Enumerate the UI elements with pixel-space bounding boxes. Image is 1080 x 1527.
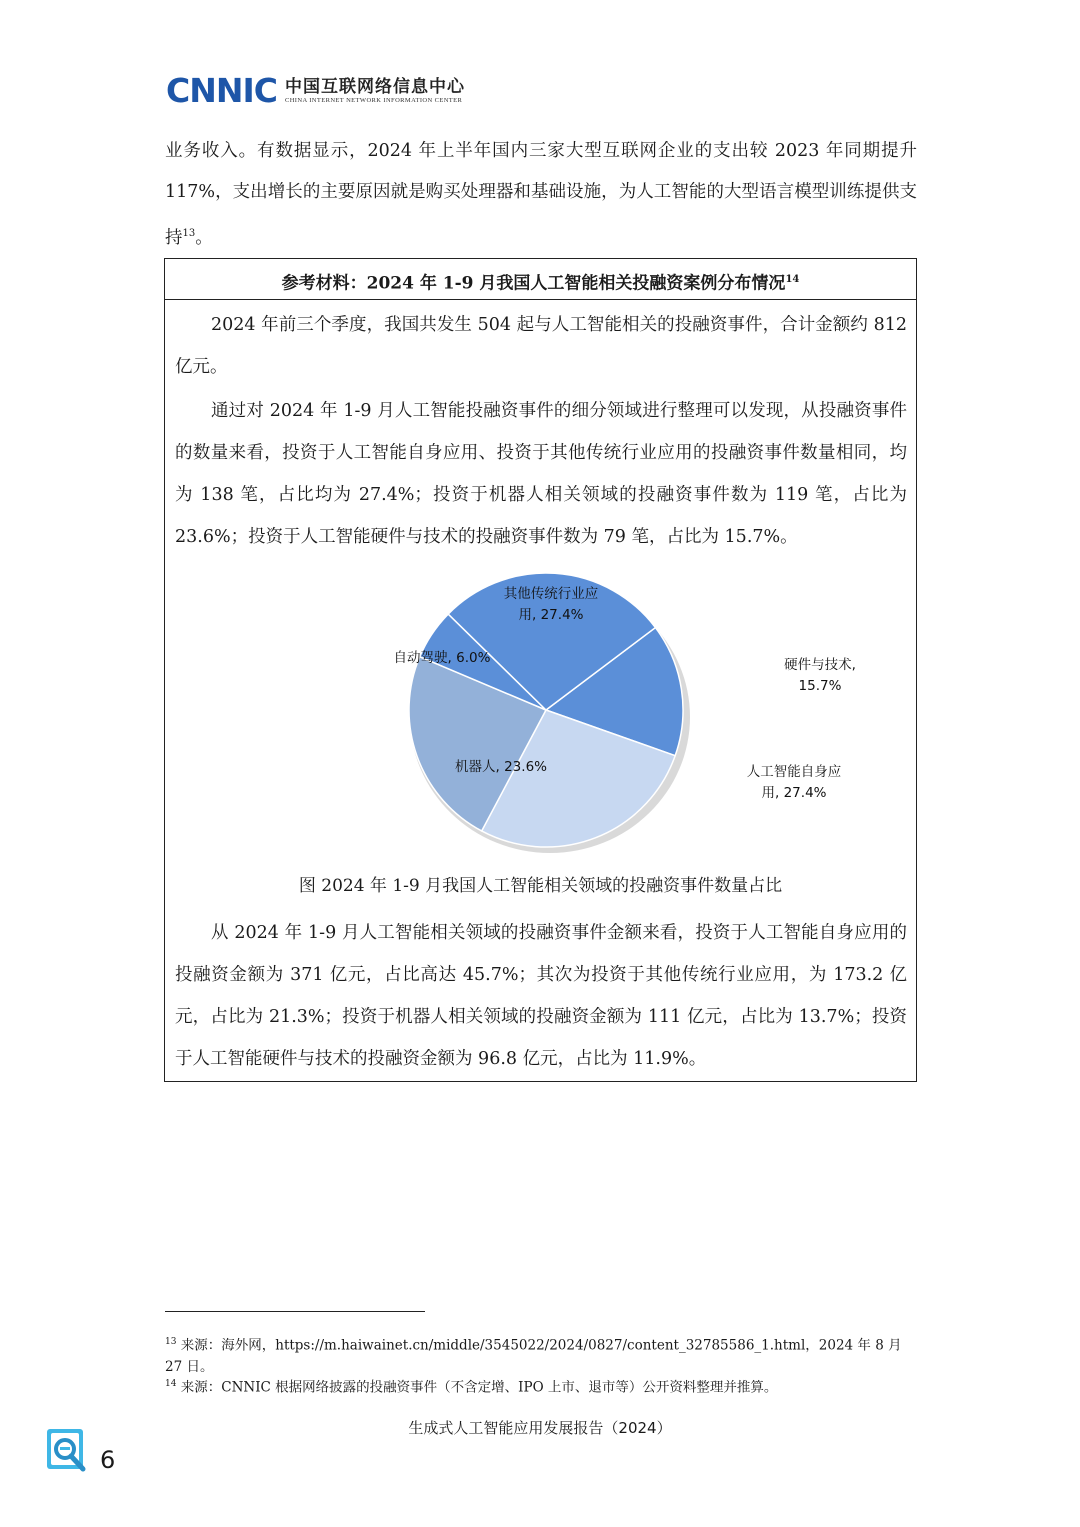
- pie-label-3-line-0: 自动驾驶, 6.0%: [393, 650, 491, 666]
- cnnic-logo: CNNIC: [166, 71, 277, 110]
- pie-chart: [165, 559, 916, 859]
- page-number: 6: [100, 1446, 116, 1474]
- footnote-ref-13: 13: [182, 228, 196, 239]
- reference-material-box: [164, 258, 917, 1082]
- box-paragraph-2: 通过对 2024 年 1-9 月人工智能投融资事件的细分领域进行整理可以发现，从投融资事件的数量来看，投资于人工智能自身应用、投资于其他传统行业应用的投融资事件数量相同，均为 138 笔，占比均为 27.4%；投资于机器人相关领域的投融资事件数为 119 笔，占比为 23.6%；投资于人工智能硬件与技术的投融资事件数为 79 笔，占比为 15.7%。: [175, 401, 907, 547]
- pie-label-2-line-0: 机器人, 23.6%: [455, 759, 547, 775]
- pie-label-0-line-1: 15.7%: [798, 678, 842, 694]
- figure-caption: 图 2024 年 1-9 月我国人工智能相关领域的投融资事件数量占比: [298, 876, 783, 896]
- pie-label-0-line-0: 硬件与技术,: [784, 657, 856, 673]
- pie-label-0: [784, 656, 856, 694]
- footnote-ref-14: 14: [785, 274, 800, 285]
- box-title-text: 参考材料：2024 年 1-9 月我国人工智能相关投融资案例分布情况: [281, 273, 786, 294]
- footnote-13: [165, 1332, 917, 1378]
- cnnic-header: [166, 71, 465, 110]
- logo-en-name: CHINA INTERNET NETWORK INFORMATION CENTER: [284, 96, 463, 104]
- pie-label-1-line-1: 用, 27.4%: [761, 785, 827, 801]
- magnifier-report-icon: [46, 1428, 90, 1474]
- footnote-14-number: 14: [165, 1379, 177, 1389]
- footnote-14-text: 来源：CNNIC 根据网络披露的投融资事件（不含定增、IPO 上市、退市等）公开资料整理并推算。: [180, 1379, 778, 1396]
- pie-label-4-line-1: 用, 27.4%: [518, 607, 584, 623]
- pie-label-3: [394, 649, 491, 666]
- pie-label-1-line-0: 人工智能自身应: [746, 764, 842, 780]
- pie-label-2: [455, 758, 547, 775]
- report-title-footer: 生成式人工智能应用发展报告（2024）: [408, 1419, 672, 1437]
- intro-text: 业务收入。有数据显示，2024 年上半年国内三家大型互联网企业的支出较 2023 年同期提升 117%，支出增长的主要原因就是购买处理器和基础设施，为人工智能的大型语言模型训练提供支持: [165, 141, 917, 248]
- footnote-13-text: 来源：海外网，https://m.haiwainet.cn/middle/3545022/2024/0827/content_32785586_1.html，2024 年 8 月 27 日。: [165, 1337, 902, 1375]
- box-paragraph-1: 2024 年前三个季度，我国共发生 504 起与人工智能相关的投融资事件，合计金额约 812 亿元。: [175, 315, 907, 377]
- intro-end: 。: [195, 227, 213, 248]
- footnote-14: [165, 1374, 917, 1399]
- logo-cn-name: 中国互联网络信息中心: [284, 76, 465, 97]
- intro-paragraph: [165, 131, 917, 259]
- footnote-13-number: 13: [165, 1337, 177, 1347]
- box-title: [165, 259, 916, 300]
- box-paragraph-3: 从 2024 年 1-9 月人工智能相关领域的投融资事件金额来看，投资于人工智能自身应用的投融资金额为 371 亿元，占比高达 45.7%；其次为投资于其他传统行业应用，为 173.2 亿元，占比为 21.3%；投资于机器人相关领域的投融资金额为 111 亿元，占比为 13.7%；投资于人工智能硬件与技术的投融资金额为 96.8 亿元，占比为 11.9%。: [175, 923, 907, 1069]
- pie-label-4-line-0: 其他传统行业应: [503, 586, 599, 602]
- footnote-rule: [165, 1311, 425, 1312]
- logo-text: [285, 78, 465, 105]
- pie-label-1: [747, 763, 842, 801]
